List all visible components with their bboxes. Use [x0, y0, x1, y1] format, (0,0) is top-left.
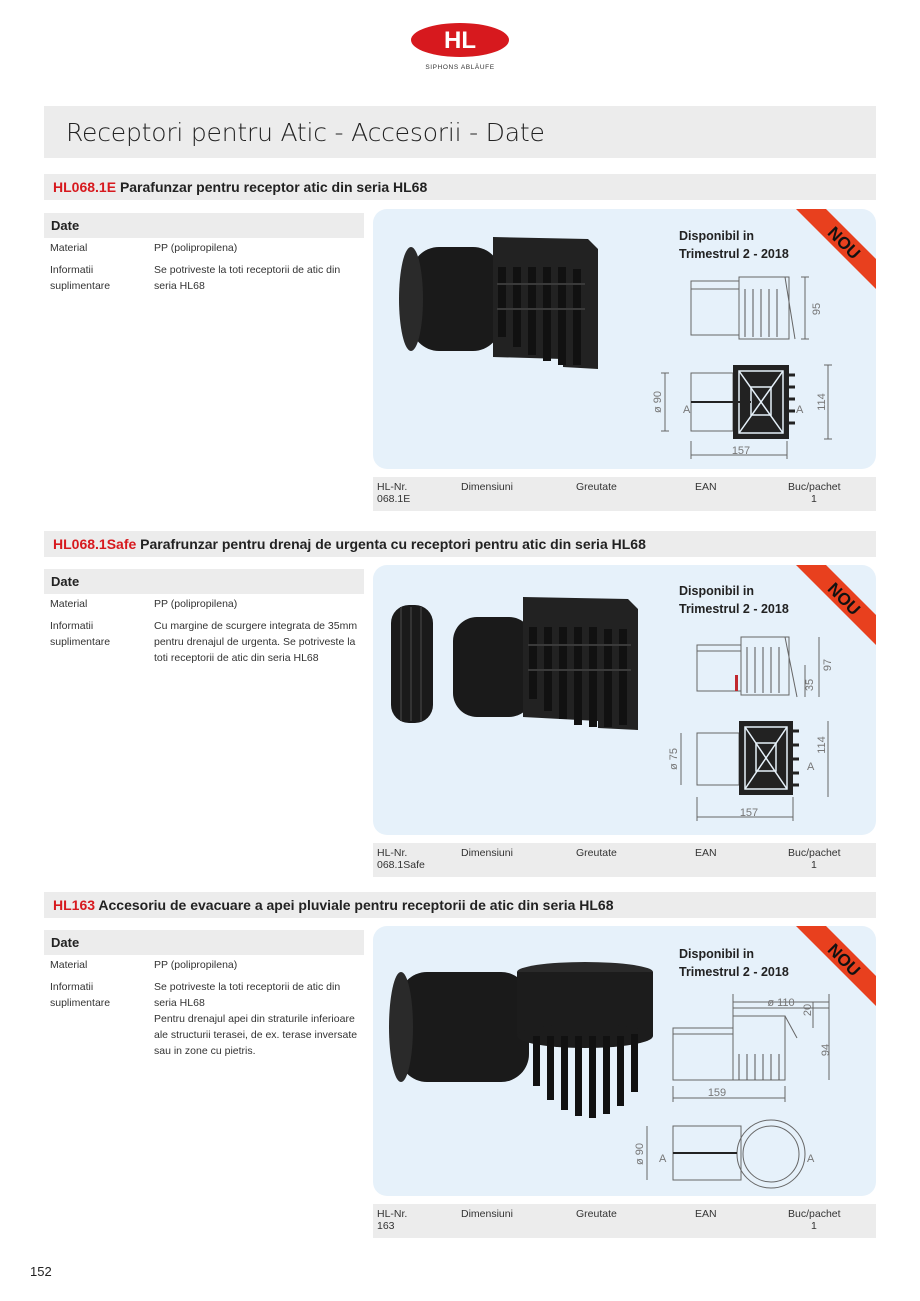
- date-table-header: [44, 569, 364, 594]
- date-title: Date: [51, 935, 80, 950]
- product-code: HL068.1Safe: [53, 536, 137, 552]
- product-panel-3: [373, 926, 876, 1196]
- dim-length: 157: [731, 445, 751, 457]
- section-mark: A: [807, 761, 815, 773]
- info-value: [154, 979, 359, 1059]
- info-line: Se potriveste la toti receptorii de atic din: [154, 981, 341, 993]
- info-label: [50, 979, 145, 1011]
- col-hl-nr: HL-Nr.: [377, 1208, 408, 1220]
- dim-length: 159: [707, 1087, 727, 1099]
- dim-diameter: ø 75: [668, 747, 680, 771]
- availability-line: Trimestrul 2 - 2018: [679, 965, 789, 979]
- page-title: Receptori pentru Atic - Accesorii - Date: [66, 118, 545, 147]
- availability-line: Disponibil in: [679, 584, 754, 598]
- info-line: pentru drenajul de urgenta. Se potriveste la: [154, 636, 356, 648]
- section-mark: A: [796, 404, 804, 416]
- section-mark: A: [659, 1153, 667, 1165]
- product-table-1: [373, 477, 876, 511]
- dim-diameter: ø 90: [634, 1142, 646, 1166]
- qty-value: 1: [811, 859, 817, 871]
- info-line: Pentru drenajul apei din straturile inferioare: [154, 1013, 355, 1025]
- logo-text: HL: [444, 27, 476, 54]
- availability-line: Trimestrul 2 - 2018: [679, 602, 789, 616]
- material-value: PP (polipropilena): [154, 959, 238, 971]
- dim-height: 97: [822, 658, 834, 672]
- date-title: Date: [51, 218, 80, 233]
- availability-note: [679, 582, 789, 618]
- info-value: [154, 618, 359, 666]
- info-line: sau in zone cu pietris.: [154, 1045, 256, 1057]
- ribbon-text: NOU: [823, 940, 864, 981]
- dim-edge: 35: [804, 678, 816, 692]
- info-label-line: Informatii: [50, 264, 94, 276]
- dim-top: 20: [802, 1003, 814, 1017]
- new-ribbon: [786, 926, 876, 1016]
- product-table-2: [373, 843, 876, 877]
- section-header-2: [44, 531, 876, 557]
- col-ean: EAN: [695, 481, 717, 493]
- col-qty: Buc/pachet: [788, 1208, 841, 1220]
- col-weight: Greutate: [576, 847, 617, 859]
- ribbon-text: NOU: [823, 223, 864, 264]
- new-ribbon: [786, 209, 876, 299]
- new-ribbon: [786, 565, 876, 655]
- hl-nr-value: 068.1Safe: [377, 859, 425, 871]
- product-code: HL068.1E: [53, 179, 117, 195]
- section-mark: A: [807, 1153, 815, 1165]
- col-qty: Buc/pachet: [788, 481, 841, 493]
- date-table-header: [44, 930, 364, 955]
- dim-height: 94: [820, 1043, 832, 1057]
- product-code: HL163: [53, 897, 96, 913]
- dim-width: 114: [816, 736, 828, 754]
- section-header-3: [44, 892, 876, 918]
- material-label: Material: [50, 959, 88, 971]
- hl-nr-value: 068.1E: [377, 493, 411, 505]
- dim-top-diameter: ø 110: [767, 997, 795, 1009]
- availability-note: [679, 945, 789, 981]
- info-label: [50, 618, 145, 650]
- availability-line: Trimestrul 2 - 2018: [679, 247, 789, 261]
- dim-diameter: ø 90: [652, 390, 664, 414]
- info-label-line: Informatii: [50, 981, 94, 993]
- col-dimensions: Dimensiuni: [461, 481, 513, 493]
- info-label-line: Informatii: [50, 620, 94, 632]
- product-panel-2: [373, 565, 876, 835]
- product-table-3: [373, 1204, 876, 1238]
- info-label-line: suplimentare: [50, 636, 111, 648]
- info-line: ale structurii terasei, de ex. terase inversate: [154, 1029, 358, 1041]
- info-value: [154, 262, 359, 294]
- section-header-1: [44, 174, 876, 200]
- qty-value: 1: [811, 493, 817, 505]
- section-mark: A: [683, 404, 691, 416]
- dim-height: 95: [811, 302, 823, 316]
- info-line: toti receptorii de atic din seria HL68: [154, 652, 319, 664]
- info-line: Cu margine de scurgere integrata de 35mm: [154, 620, 358, 632]
- product-panel-1: [373, 209, 876, 469]
- col-qty: Buc/pachet: [788, 847, 841, 859]
- col-hl-nr: HL-Nr.: [377, 847, 408, 859]
- page-title-bar: [44, 106, 876, 158]
- product-title: Parafunzar pentru receptor atic din seria HL68: [119, 179, 428, 195]
- col-dimensions: Dimensiuni: [461, 1208, 513, 1220]
- info-label: [50, 262, 145, 294]
- col-ean: EAN: [695, 1208, 717, 1220]
- dim-width: 114: [816, 393, 828, 411]
- col-hl-nr: HL-Nr.: [377, 481, 408, 493]
- info-label-line: suplimentare: [50, 997, 111, 1009]
- col-dimensions: Dimensiuni: [461, 847, 513, 859]
- info-label-line: suplimentare: [50, 280, 111, 292]
- material-value: PP (polipropilena): [154, 242, 238, 254]
- product-title: Parafrunzar pentru drenaj de urgenta cu receptori pentru atic din seria HL68: [140, 536, 646, 552]
- product-title: Accesoriu de evacuare a apei pluviale pentru receptorii de atic din seria HL68: [98, 897, 614, 913]
- info-line: seria HL68: [154, 997, 205, 1009]
- availability-note: [679, 227, 789, 263]
- material-label: Material: [50, 598, 88, 610]
- date-table-header: [44, 213, 364, 238]
- page-number: 152: [30, 1264, 52, 1279]
- qty-value: 1: [811, 1220, 817, 1232]
- col-weight: Greutate: [576, 1208, 617, 1220]
- col-weight: Greutate: [576, 481, 617, 493]
- availability-line: Disponibil in: [679, 229, 754, 243]
- hl-logo: [410, 22, 510, 58]
- availability-line: Disponibil in: [679, 947, 754, 961]
- material-label: Material: [50, 242, 88, 254]
- info-line: seria HL68: [154, 280, 205, 292]
- info-line: Se potriveste la toti receptorii de atic din: [154, 264, 341, 276]
- hl-nr-value: 163: [377, 1220, 395, 1232]
- dim-length: 157: [739, 807, 759, 819]
- material-value: PP (polipropilena): [154, 598, 238, 610]
- col-ean: EAN: [695, 847, 717, 859]
- ribbon-text: NOU: [823, 579, 864, 620]
- date-title: Date: [51, 574, 80, 589]
- logo-tagline: SIPHONS ABLÄUFE: [425, 64, 495, 71]
